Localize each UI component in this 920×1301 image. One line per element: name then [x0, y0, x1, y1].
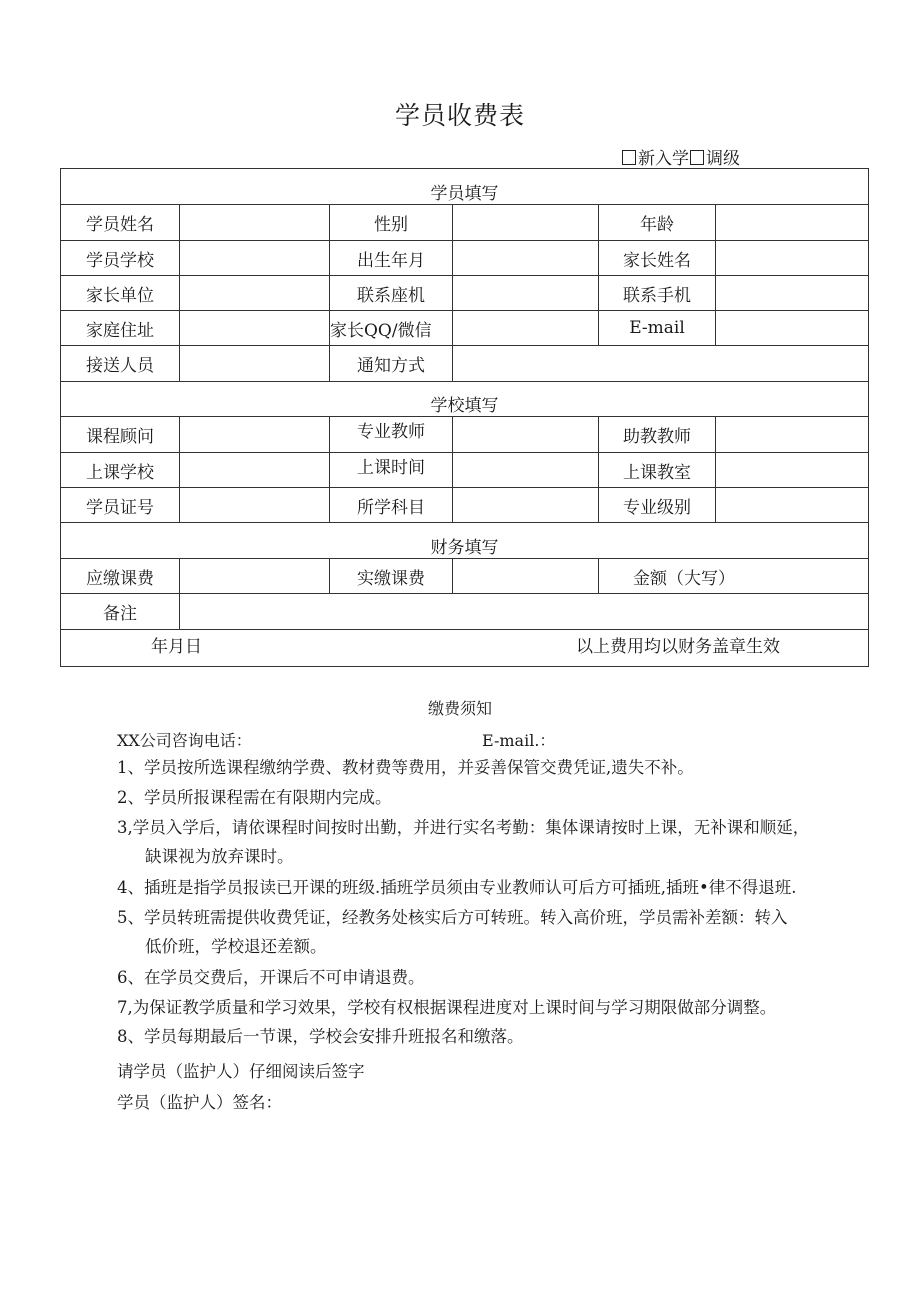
- notice-item: [117, 903, 877, 961]
- notice-item: [117, 753, 877, 782]
- label-birth: 出生年月: [330, 241, 453, 276]
- field-class-time[interactable]: [453, 453, 599, 488]
- label-parent-name: 家长姓名: [599, 241, 716, 276]
- label-remark: 备注: [61, 594, 180, 630]
- notice-item-continuation: 低价班，学校退还差额。: [145, 937, 327, 956]
- label-student-name: 学员姓名: [61, 205, 180, 241]
- field-address[interactable]: [180, 311, 330, 346]
- label-classroom: 上课教室: [599, 453, 716, 488]
- label-landline: 联系座机: [330, 276, 453, 311]
- section-student-header: 学员填写: [61, 169, 869, 205]
- field-class-school[interactable]: [180, 453, 330, 488]
- notice-item-text: 2、学员所报课程需在有限期内完成。: [117, 788, 392, 807]
- field-notify[interactable]: [453, 346, 869, 382]
- notice-item-text: 8、学员每期最后一节课，学校会安排升班报名和缴落。: [117, 1027, 524, 1046]
- email-label: E-mail.：: [482, 731, 556, 750]
- notice-item: [117, 873, 877, 902]
- field-email[interactable]: [716, 311, 869, 346]
- field-remark[interactable]: [180, 594, 869, 630]
- field-assistant[interactable]: [716, 417, 869, 453]
- notice-item: [117, 963, 877, 992]
- label-parent-qq: 家长QQ/微信: [330, 311, 453, 346]
- label-age: 年龄: [599, 205, 716, 241]
- notice-item-continuation: 缺课视为放弃课时。: [145, 847, 294, 866]
- field-parent-qq[interactable]: [453, 311, 599, 346]
- field-fee-due[interactable]: [180, 559, 330, 594]
- field-age[interactable]: [716, 205, 869, 241]
- label-student-school: 学员学校: [61, 241, 180, 276]
- contact-line: [117, 728, 556, 751]
- label-email: E-mail: [599, 311, 716, 346]
- notice-item-text: 7,为保证教学质量和学习效果，学校有权根据课程进度对上课时间与学习期限做部分调整。: [117, 998, 777, 1017]
- label-subject: 所学科目: [330, 488, 453, 523]
- field-fee-paid[interactable]: [453, 559, 599, 594]
- label-pickup: 接送人员: [61, 346, 180, 382]
- field-parent-name[interactable]: [716, 241, 869, 276]
- label-class-school: 上课学校: [61, 453, 180, 488]
- label-level: 专业级别: [599, 488, 716, 523]
- enroll-type-options: [622, 144, 740, 169]
- read-sign-instruction: 请学员（监护人）仔细阅读后签字: [117, 1062, 365, 1081]
- new-enroll-checkbox[interactable]: [622, 150, 636, 165]
- field-teacher[interactable]: [453, 417, 599, 453]
- notice-item: [117, 993, 877, 1022]
- date-label: 年月日: [151, 637, 202, 657]
- field-student-school[interactable]: [180, 241, 330, 276]
- field-gender[interactable]: [453, 205, 599, 241]
- field-mobile[interactable]: [716, 276, 869, 311]
- notice-item: [117, 783, 877, 812]
- field-birth[interactable]: [453, 241, 599, 276]
- phone-label: XX公司咨询电话：: [117, 731, 252, 750]
- notice-item: [117, 813, 877, 871]
- field-student-id[interactable]: [180, 488, 330, 523]
- field-advisor[interactable]: [180, 417, 330, 453]
- label-amount-capital: 金额（大写）: [599, 559, 869, 594]
- field-landline[interactable]: [453, 276, 599, 311]
- finance-sign-row: [61, 630, 869, 667]
- notice-item-text: 6、在学员交费后，开课后不可申请退费。: [117, 968, 425, 987]
- label-parent-work: 家长单位: [61, 276, 180, 311]
- label-assistant: 助教教师: [599, 417, 716, 453]
- notice-item-text: 5、学员转班需提供收费凭证，经教务处核实后方可转班。转入高价班，学员需补差额：转入: [117, 908, 788, 927]
- field-level[interactable]: [716, 488, 869, 523]
- notice-item-text: 1、学员按所选课程缴纳学费、教材费等费用，并妥善保管交费凭证,遗失不补。: [117, 758, 694, 777]
- transfer-label: 调级: [706, 149, 740, 169]
- label-mobile: 联系手机: [599, 276, 716, 311]
- field-pickup[interactable]: [180, 346, 330, 382]
- label-notify: 通知方式: [330, 346, 453, 382]
- field-parent-work[interactable]: [180, 276, 330, 311]
- label-teacher: 专业教师: [330, 417, 453, 453]
- notice-item: [117, 1022, 877, 1051]
- new-enroll-label: 新入学: [638, 149, 689, 169]
- section-school-header: 学校填写: [61, 382, 869, 417]
- signature-label: 学员（监护人）签名：: [117, 1093, 282, 1112]
- transfer-checkbox[interactable]: [690, 150, 704, 165]
- notice-title: 缴费须知: [427, 699, 492, 718]
- label-gender: 性别: [330, 205, 453, 241]
- notice-item-text: 3,学员入学后，请依课程时间按时出勤，并进行实名考勤：集体课请按时上课，无补课和顺延，: [117, 818, 810, 837]
- label-fee-due: 应缴课费: [61, 559, 180, 594]
- label-address: 家庭住址: [61, 311, 180, 346]
- label-class-time: 上课时间: [330, 453, 453, 488]
- fee-form-table: [60, 168, 869, 667]
- label-advisor: 课程顾问: [61, 417, 180, 453]
- field-classroom[interactable]: [716, 453, 869, 488]
- notice-item-text: 4、插班是指学员报读已开课的班级.插班学员须由专业教师认可后方可插班,插班•律不得退班.: [117, 878, 797, 897]
- field-subject[interactable]: [453, 488, 599, 523]
- section-finance-header: 财务填写: [61, 523, 869, 559]
- label-student-id: 学员证号: [61, 488, 180, 523]
- page-title: 学员收费表: [394, 101, 525, 130]
- label-fee-paid: 实缴课费: [330, 559, 453, 594]
- field-student-name[interactable]: [180, 205, 330, 241]
- stamp-note: 以上费用均以财务盖章生效: [576, 637, 780, 657]
